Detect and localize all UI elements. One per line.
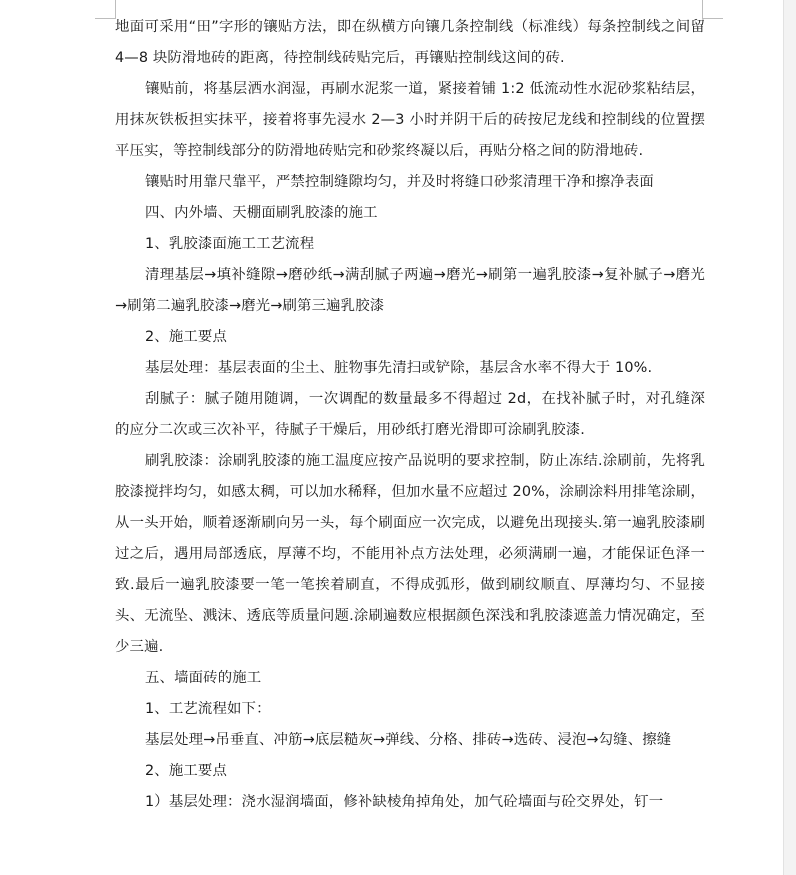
subsection-heading: 2、施工要点 bbox=[145, 763, 228, 779]
paragraph: 清理基层→填补缝隙→磨砂纸→满刮腻子两遍→磨光→刷第一遍乳胶漆→复补腻子→磨光→刷第二遍乳胶漆→磨光→刷第三遍乳胶漆 bbox=[115, 267, 705, 314]
document-body[interactable] bbox=[115, 12, 705, 818]
page-corner-mark-right bbox=[702, 0, 723, 19]
paragraph: 1）基层处理：浇水湿润墙面，修补缺棱角掉角处，加气砼墙面与砼交界处，钉一 bbox=[145, 794, 664, 810]
paragraph: 刮腻子：腻子随用随调，一次调配的数量最多不得超过 2d，在找补腻子时，对孔缝深的应分二次或三次补平，待腻子干燥后，用砂纸打磨光滑即可涂刷乳胶漆. bbox=[115, 391, 705, 438]
paragraph: 基层处理→吊垂直、冲筋→底层糙灰→弹线、分格、排砖→选砖、浸泡→勾缝、擦缝 bbox=[145, 732, 672, 748]
paragraph: 镶贴时用靠尺靠平，严禁控制缝隙均匀，并及时将缝口砂浆清理干净和擦净表面 bbox=[145, 174, 654, 190]
section-heading: 四、内外墙、天棚面刷乳胶漆的施工 bbox=[145, 205, 378, 221]
paragraph: 刷乳胶漆：涂刷乳胶漆的施工温度应按产品说明的要求控制，防止冻结.涂刷前，先将乳胶漆搅拌均匀，如感太稠，可以加水稀释，但加水量不应超过 20%，涂刷涂料用排笔涂刷，从一头开始，顺着逐渐刷向另一头，每个刷面应一次完成，以避免出现接头.第一遍乳胶漆刷过之后，遇用局部透底，厚薄不均，不能用补点方法处理，必须满刷一遍，才能保证色泽一致.最后一遍乳胶漆要一笔一笔挨着刷直，不得成弧形，做到刷纹顺直、厚薄均匀、不显接头、无流坠、溅沫、透底等质量问题.涂刷遍数应根据颜色深浅和乳胶漆遮盖力情况确定，至少三遍. bbox=[115, 453, 705, 655]
paragraph: 地面可采用“田”字形的镶贴方法，即在纵横方向镶几条控制线（标准线）每条控制线之间留 4—8 块防滑地砖的距离，待控制线砖贴完后，再镶贴控制线这间的砖. bbox=[115, 19, 705, 66]
section-heading: 五、墙面砖的施工 bbox=[145, 670, 262, 686]
subsection-heading: 2、施工要点 bbox=[145, 329, 228, 345]
vertical-scrollbar[interactable] bbox=[783, 0, 796, 875]
page-corner-mark-left bbox=[95, 0, 116, 19]
subsection-heading: 1、工艺流程如下： bbox=[145, 701, 271, 717]
paragraph: 基层处理：基层表面的尘土、脏物事先清扫或铲除，基层含水率不得大于 10%. bbox=[145, 360, 653, 376]
paragraph: 镶贴前，将基层洒水润湿，再刷水泥浆一道，紧接着铺 1:2 低流动性水泥砂浆粘结层，用抹灰铁板担实抹平，接着将事先浸水 2—3 小时并阴干后的砖按尼龙线和控制线的位置摆平压实，等控制线部分的防滑地砖贴完和砂浆终凝以后，再贴分格之间的防滑地砖. bbox=[115, 81, 705, 159]
subsection-heading: 1、乳胶漆面施工工艺流程 bbox=[145, 236, 315, 252]
